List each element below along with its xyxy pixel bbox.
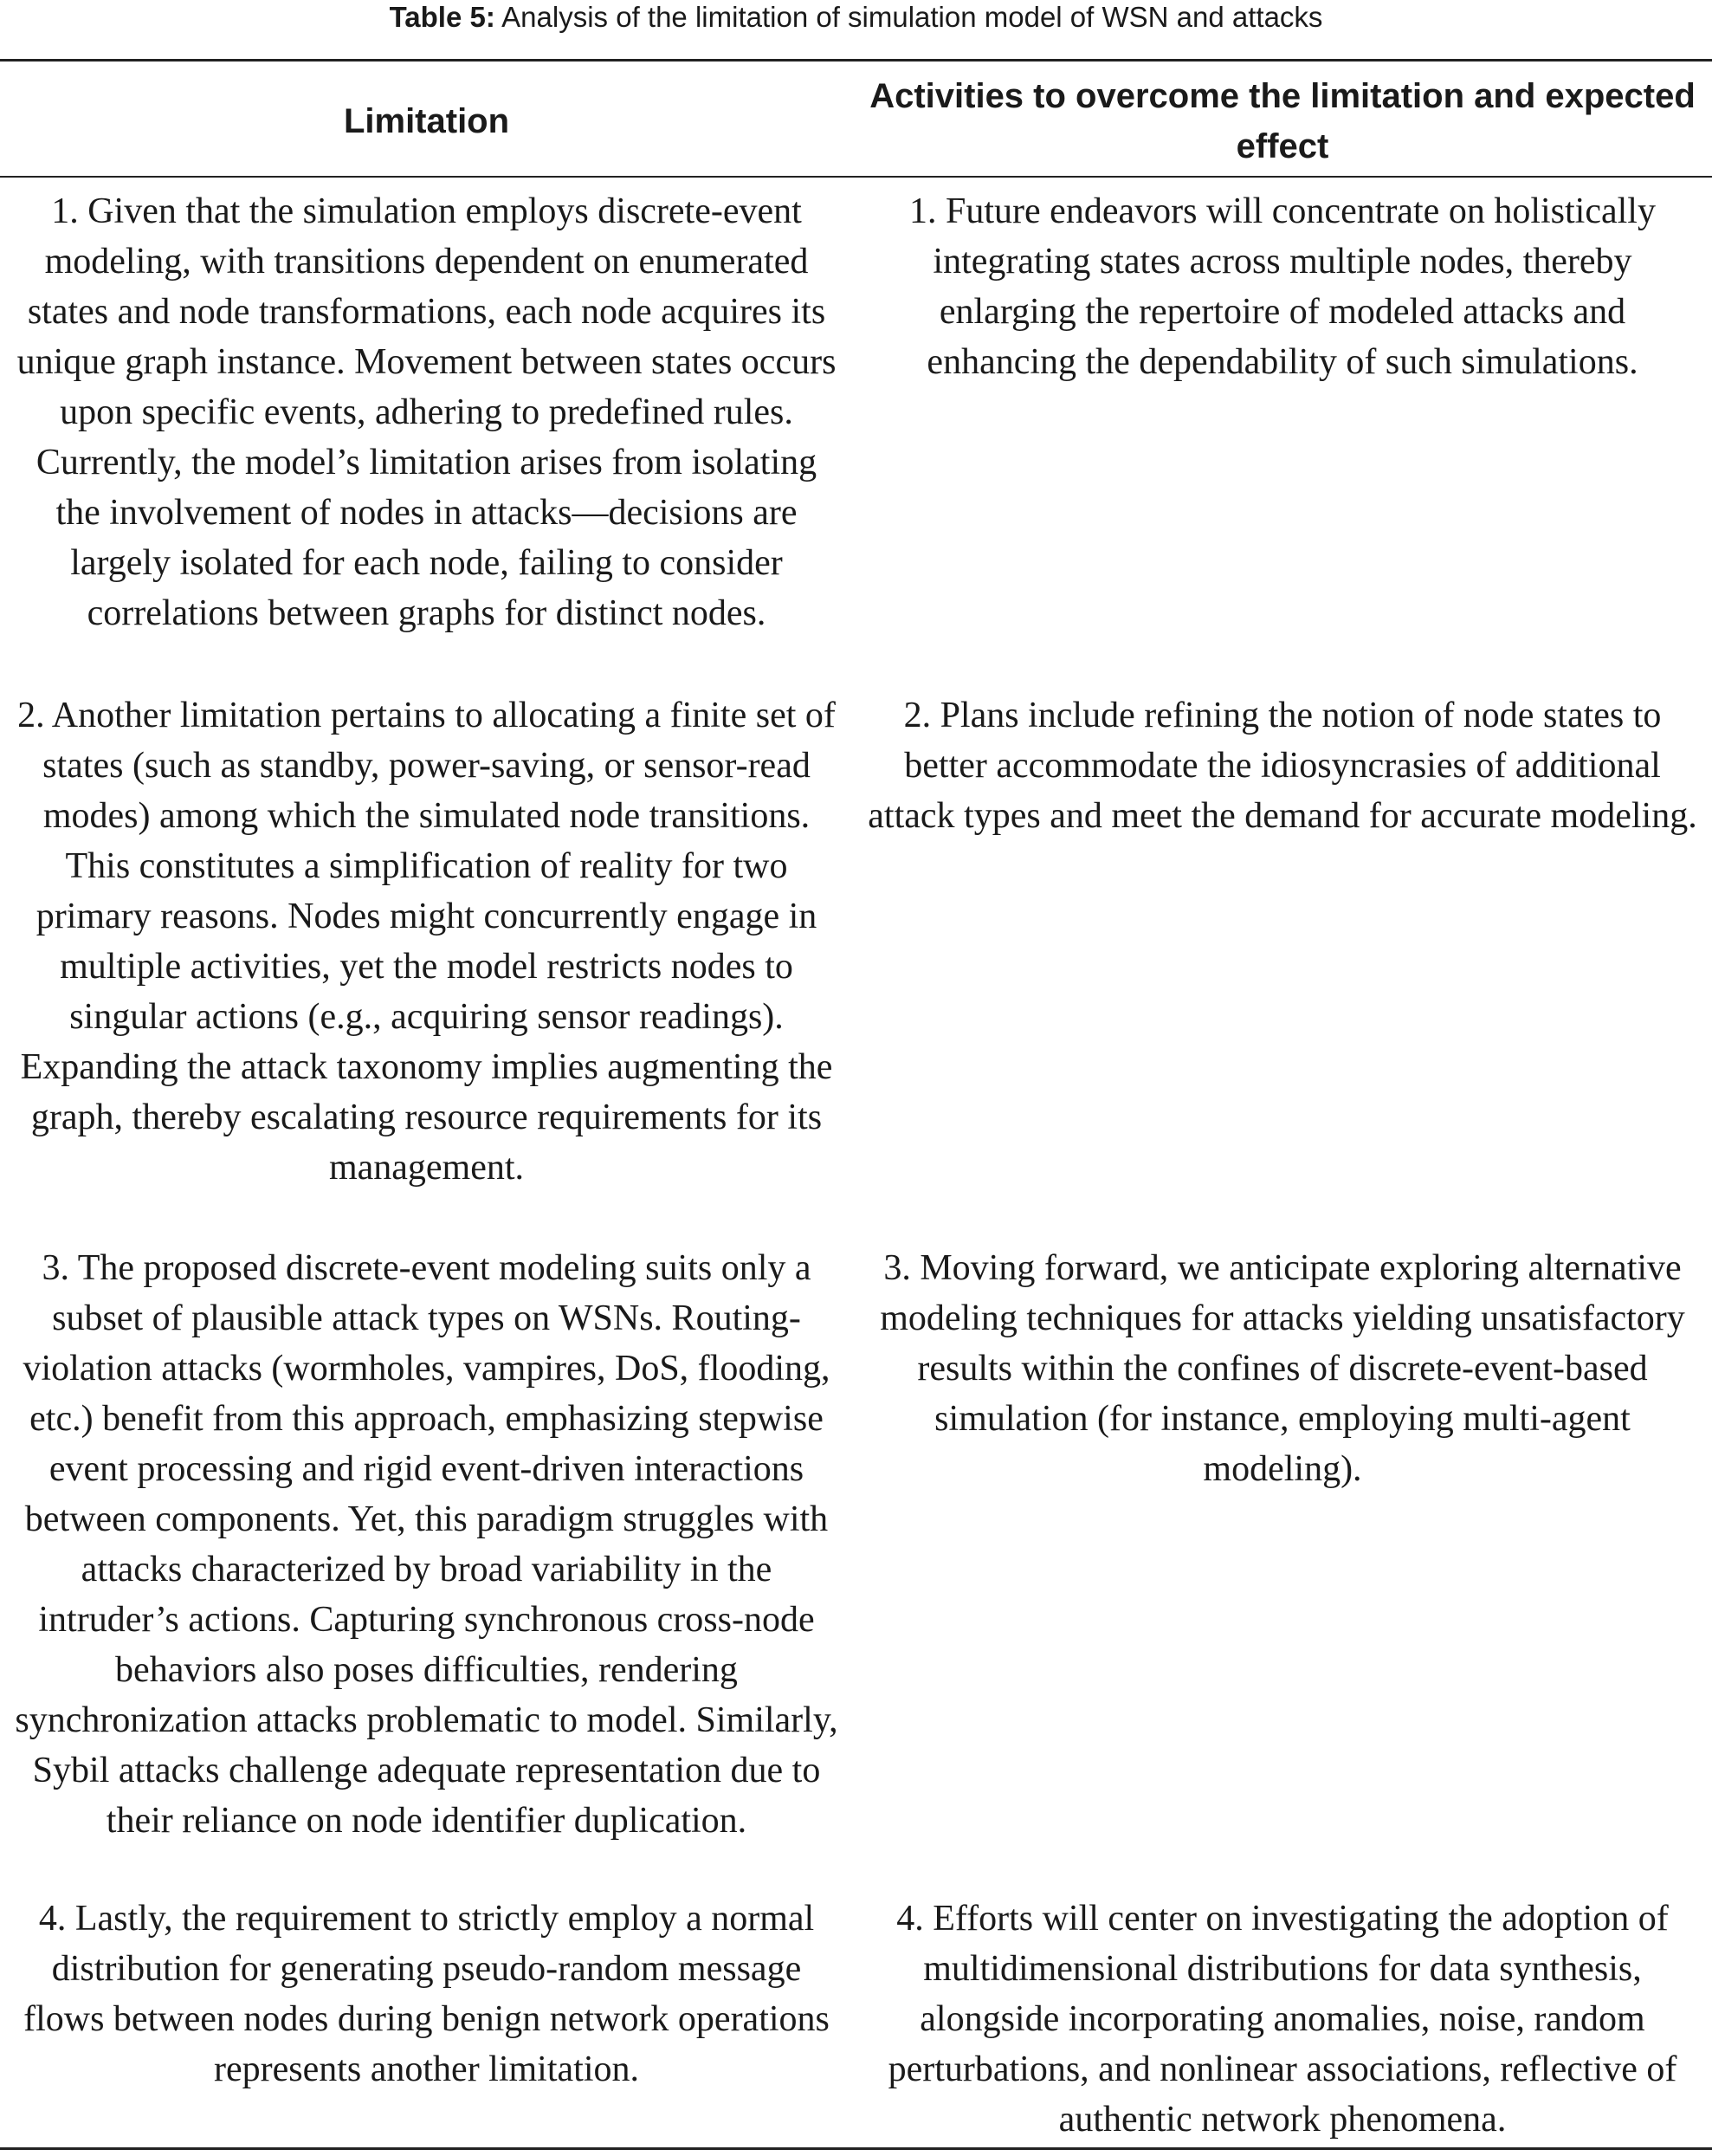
table-cell-limitation-2: 2. Another limitation pertains to allocating a finite set of states (such as standby, power-saving, or sensor-read modes) among which the simulated node transitions. This constitutes a simplification of reality for two primary reasons. Nodes might concurrently engage in multiple activities, yet the model restricts nodes to singular actions (e.g., acquiring sensor readings). Expanding the attack taxonomy implies augmenting the graph, thereby escalating resource requirements for its management. [17,696,836,1188]
header-activities [853,69,1712,173]
table-cell-activity-1: 1. Future endeavors will concentrate on holistically integrating states across multiple nodes, thereby enlarging the repertoire of modeled attacks and enhancing the dependability of such simulations. [909,191,1656,382]
table-caption-label: Table 5: [389,1,495,33]
table-cell-limitation-3: 3. The proposed discrete-event modeling suits only a subset of plausible attack types on WSNs. Routing-violation attacks (wormholes, vampires, DoS, flooding, etc.) benefit from this approach, emphasizing stepwise event processing and rigid event-driven interactions between components. Yet, this paradigm struggles with attacks characterized by broad variability in the intruder’s actions. Capturing synchronous cross-node behaviors also poses difficulties, rendering synchronization attacks problematic to model. Similarly, Sybil attacks challenge adequate representation due to their reliance on node identifier duplication. [15,1248,838,1841]
header-limitation [0,69,853,173]
table-header-rule [0,176,1712,178]
table-caption [0,0,1712,38]
table-bottom-rule [0,2147,1712,2150]
table-cell-limitation-1: 1. Given that the simulation employs discrete-event modeling, with transitions dependent on enumerated states and node transformations, each node acquires its unique graph instance. Movement between states occurs upon specific events, adhering to predefined rules. Currently, the model’s limitation arises from isolating the involvement of nodes in attacks—decisions are largely isolated for each node, failing to consider correlations between graphs for distinct nodes. [16,191,837,633]
table-cell-activity-3: 3. Moving forward, we anticipate exploring alternative modeling techniques for attacks yielding unsatisfactory results within the confines of discrete-event-based simulation (for instance, employing multi-agent modeling). [880,1248,1685,1489]
table-caption-text: Analysis of the limitation of simulation model of WSN and attacks [494,1,1323,33]
table-cell-activity-2: 2. Plans include refining the notion of node states to better accommodate the idiosyncrasies of additional attack types and meet the demand for accurate modeling. [868,696,1697,836]
header-activities-text: Activities to overcome the limitation and expected effect [869,77,1696,165]
table-cell-activity-4: 4. Efforts will center on investigating the adoption of multidimensional distributions for data synthesis, alongside incorporating anomalies, noise, random perturbations, and nonlinear associations, reflective of authentic network phenomena. [888,1899,1677,2140]
table-cell-limitation-4: 4. Lastly, the requirement to strictly employ a normal distribution for generating pseudo-random message flows between nodes during benign network operations represents another limitation. [23,1899,830,2089]
table-top-rule [0,59,1712,62]
header-limitation-text: Limitation [343,102,510,140]
